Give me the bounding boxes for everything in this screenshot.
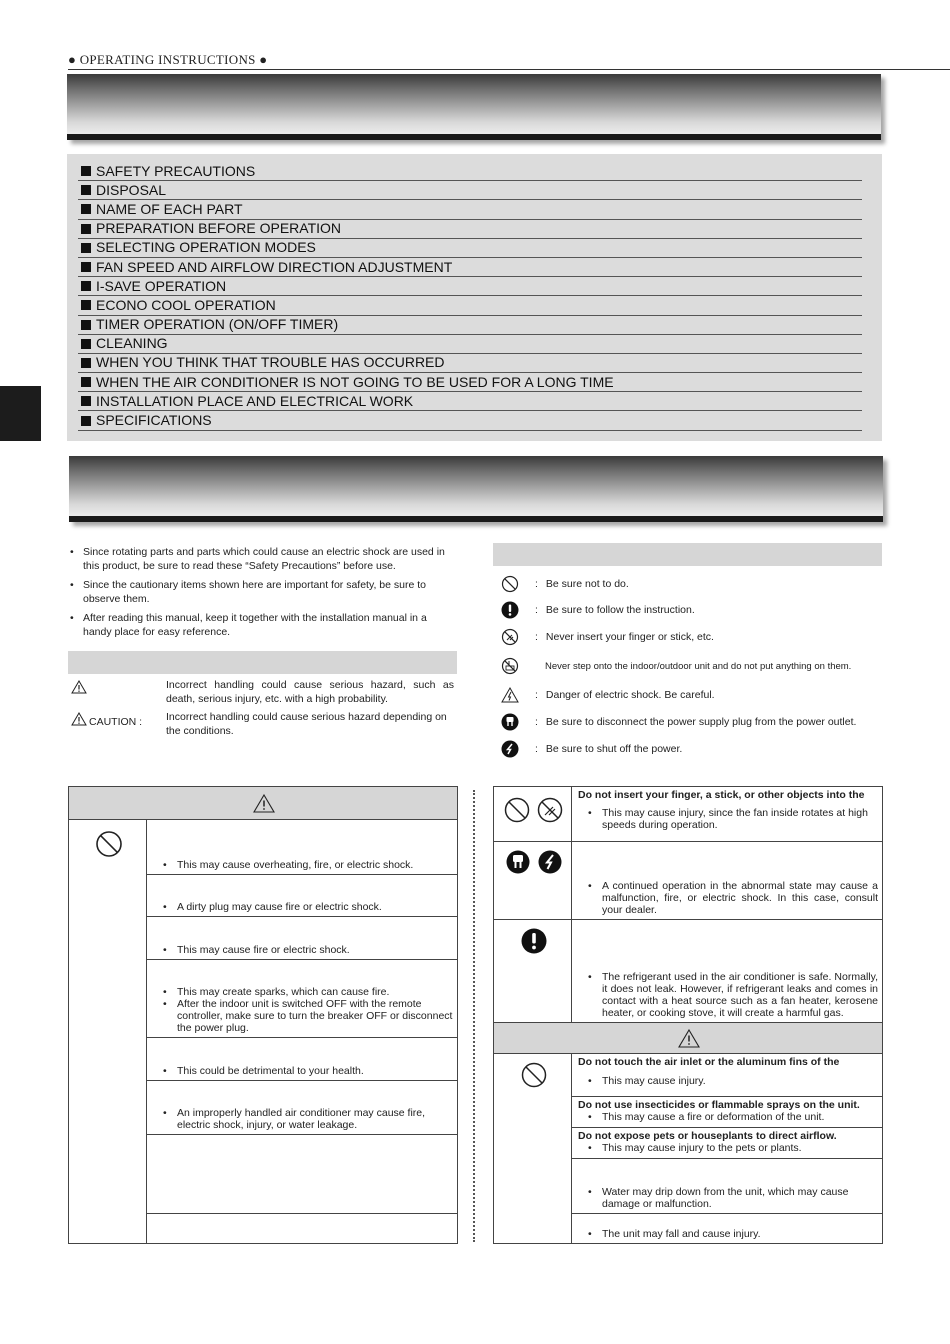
no-step-icon <box>501 657 519 675</box>
square-bullet-icon <box>81 185 91 195</box>
warning-icon-column <box>69 820 147 1244</box>
header-rule <box>68 69 950 70</box>
contents-banner <box>67 74 881 140</box>
warning-row <box>147 1214 458 1244</box>
power-off-icon <box>501 740 519 758</box>
no-finger-icon <box>501 628 519 646</box>
square-bullet-icon <box>81 300 91 310</box>
toc-item[interactable]: TIMER OPERATION (ON/OFF TIMER) <box>78 316 862 335</box>
power-off-icon <box>538 850 562 874</box>
warning-triangle-icon <box>71 680 87 694</box>
symbol-row: Never step onto the indoor/outdoor unit and do not put anything on them. <box>501 656 851 676</box>
toc-item[interactable]: SPECIFICATIONS <box>78 411 862 430</box>
warning-triangle-icon <box>253 794 275 813</box>
caution-row: Do not touch the air inlet or the aluminum fins of the • This may cause injury. <box>572 1054 883 1097</box>
warning-row: • This may cause fire or electric shock. <box>147 917 458 960</box>
symbol-row: : Never insert your finger or stick, etc. <box>501 627 714 647</box>
right-warning-table <box>493 786 883 1244</box>
table-of-contents <box>67 154 882 441</box>
caution-row: • Water may drip down from the unit, which may cause damage or malfunction. <box>572 1159 883 1214</box>
intro-bullet: • After reading this manual, keep it together with the installation manual in a handy place for easy reference. <box>70 612 427 638</box>
toc-item[interactable]: I-SAVE OPERATION <box>78 277 862 296</box>
toc-item[interactable]: NAME OF EACH PART <box>78 200 862 219</box>
symbol-row: : Be sure not to do. <box>501 574 629 594</box>
caution-triangle-icon <box>678 1029 700 1048</box>
symbols-heading-bar <box>493 543 882 566</box>
square-bullet-icon <box>81 166 91 176</box>
warning-row: • An improperly handled air conditioner may cause fire, electric shock, injury, or water leakage. <box>147 1081 458 1135</box>
caution-row: Do not expose pets or houseplants to direct airflow. • This may cause injury to the pets or plants. <box>572 1128 883 1159</box>
toc-item[interactable]: ECONO COOL OPERATION <box>78 296 862 315</box>
square-bullet-icon <box>81 396 91 406</box>
toc-item[interactable]: DISPOSAL <box>78 181 862 200</box>
caution-row: • The unit may fall and cause injury. <box>572 1214 883 1244</box>
square-bullet-icon <box>81 243 91 253</box>
square-bullet-icon <box>81 377 91 387</box>
exclamation-icon <box>521 928 547 954</box>
icon-cell <box>494 787 572 842</box>
symbol-row: : Danger of electric shock. Be careful. <box>501 685 715 705</box>
square-bullet-icon <box>81 339 91 349</box>
warning-table-header <box>69 787 458 820</box>
symbol-row: : Be sure to disconnect the power supply plug from the power outlet. <box>501 712 856 732</box>
document-header: ● OPERATING INSTRUCTIONS ● <box>68 52 268 67</box>
right-row: • A continued operation in the abnormal state may cause a malfunction, fire, or electric shock. In this case, consult your dealer. <box>572 842 883 920</box>
square-bullet-icon <box>81 416 91 426</box>
column-divider <box>473 790 475 1242</box>
toc-item[interactable]: SAFETY PRECAUTIONS <box>78 162 862 181</box>
prohibition-icon <box>504 797 530 823</box>
square-bullet-icon <box>81 358 91 368</box>
toc-item[interactable]: INSTALLATION PLACE AND ELECTRICAL WORK <box>78 392 862 411</box>
electric-shock-icon <box>501 687 519 703</box>
marks-heading-bar <box>68 651 457 674</box>
unplug-icon <box>506 850 530 874</box>
warning-row: • A dirty plug may cause fire or electric shock. <box>147 875 458 917</box>
right-row: • The refrigerant used in the air conditioner is safe. Normally, it does not leak. However, if refrigerant leaks and comes in contact with a heat source such as a fan heater, kerosene heater, or cooking stove, it will create a harmful gas. <box>572 920 883 1023</box>
icon-cell <box>494 1054 572 1244</box>
caution-description: Incorrect handling could cause serious hazard depending on the conditions. <box>166 711 447 737</box>
intro-bullet: • Since the cautionary items shown here are important for safety, be sure to observe them. <box>70 579 426 605</box>
square-bullet-icon <box>81 204 91 214</box>
intro-bullet: • Since rotating parts and parts which could cause an electric shock are used in this product, be sure to read these “Safety Precautions” before use. <box>70 546 445 572</box>
square-bullet-icon <box>81 320 91 330</box>
warning-description: Incorrect handling could cause serious hazard, such as death, serious injury, etc. with a high probability. <box>166 679 454 705</box>
language-side-tab <box>0 386 41 441</box>
caution-triangle-icon <box>71 712 87 726</box>
prohibition-icon <box>501 575 519 593</box>
square-bullet-icon <box>81 281 91 291</box>
unplug-icon <box>501 713 519 731</box>
warning-table <box>68 786 458 1244</box>
caution-table-header <box>494 1023 883 1054</box>
symbol-row: : Be sure to shut off the power. <box>501 739 682 759</box>
warning-row: • This may create sparks, which can cause fire. • After the indoor unit is switched OFF with the remote controller, make sure to turn the breaker OFF or disconnect the power plug. <box>147 960 458 1038</box>
toc-item[interactable]: WHEN THE AIR CONDITIONER IS NOT GOING TO BE USED FOR A LONG TIME <box>78 373 862 392</box>
prohibition-icon <box>521 1062 547 1088</box>
warning-row <box>147 1135 458 1214</box>
exclamation-icon <box>501 601 519 619</box>
toc-item[interactable]: SELECTING OPERATION MODES <box>78 239 862 258</box>
right-row: Do not insert your finger, a stick, or other objects into the • This may cause injury, since the fan inside rotates at high speeds during operation. <box>572 787 883 842</box>
warning-row: • This may cause overheating, fire, or electric shock. <box>147 820 458 875</box>
symbol-row: : Be sure to follow the instruction. <box>501 600 695 620</box>
toc-item[interactable]: CLEANING <box>78 335 862 354</box>
safety-precautions-banner <box>69 456 883 522</box>
warning-row: • This could be detrimental to your health. <box>147 1038 458 1081</box>
caution-row: Do not use insecticides or flammable sprays on the unit. • This may cause a fire or deformation of the unit. <box>572 1097 883 1128</box>
toc-item[interactable]: PREPARATION BEFORE OPERATION <box>78 220 862 239</box>
prohibition-icon <box>95 830 123 858</box>
square-bullet-icon <box>81 262 91 272</box>
icon-cell <box>494 920 572 1023</box>
square-bullet-icon <box>81 224 91 234</box>
no-finger-icon <box>537 797 563 823</box>
caution-label: CAUTION : <box>89 716 143 728</box>
toc-item[interactable]: FAN SPEED AND AIRFLOW DIRECTION ADJUSTMENT <box>78 258 862 277</box>
icon-cell <box>494 842 572 920</box>
toc-item[interactable]: WHEN YOU THINK THAT TROUBLE HAS OCCURRED <box>78 354 862 373</box>
